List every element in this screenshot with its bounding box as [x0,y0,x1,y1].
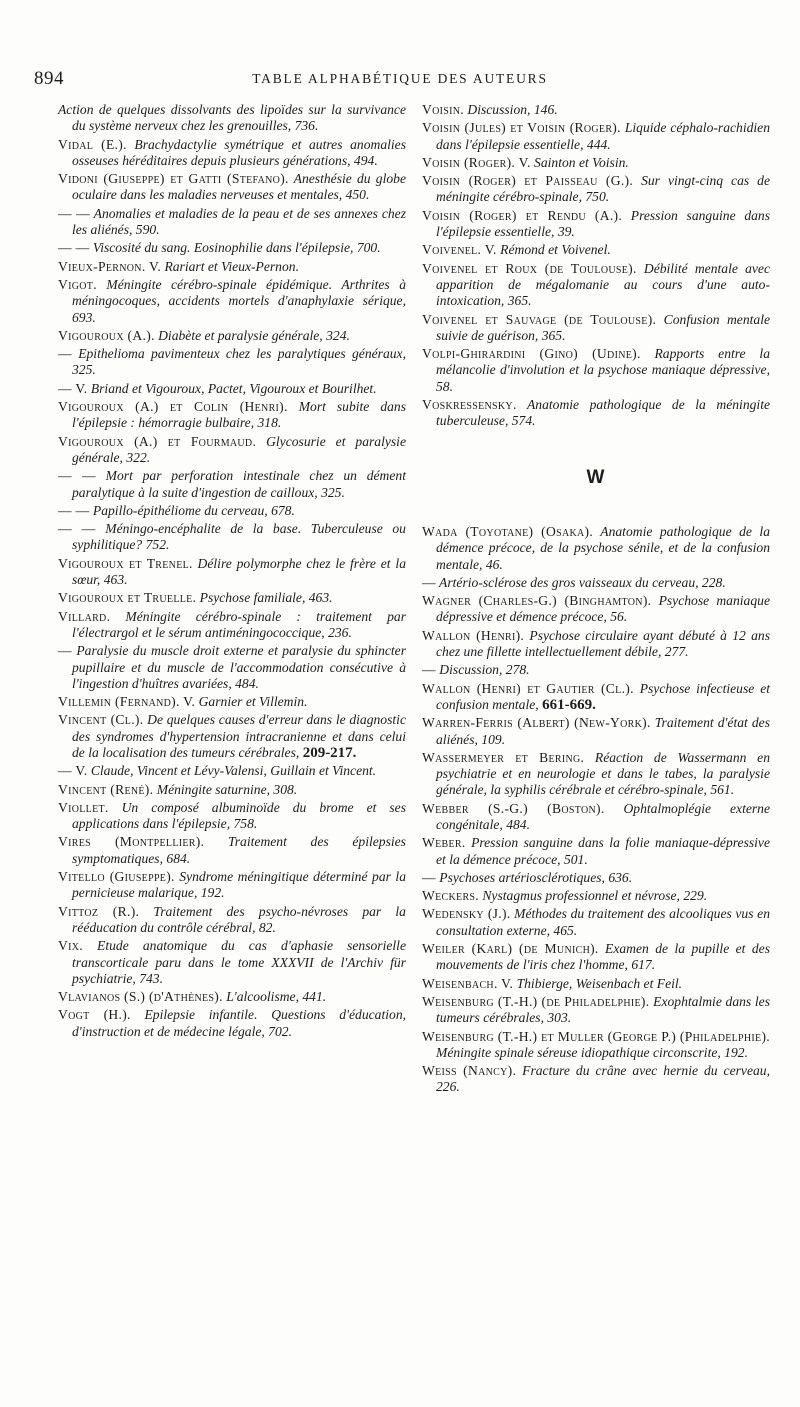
entry-title: Mort par perforation intestinale chez un dément paralytique à la suite d'ingestion de cailloux, 325. [72,468,406,500]
entry-title: Paralysie du muscle droit externe et paralysie du sphincter pupillaire et du muscle de l'accommodation consécutive à l'ingestion d'huîtres avariées, 484. [71,643,406,691]
running-title: TABLE ALPHABÉTIQUE DES AUTEURS [252,71,548,86]
entry-title: Discussion, 146. [463,102,558,117]
entry-title: Etude anatomique du cas d'aphasie sensorielle transcorticale paru dans le tome XXXVII de l'Archiv für psychiatrie, 743. [72,938,406,986]
index-entry [58,277,406,326]
entry-title: Nystagmus professionnel et névrose, 229. [478,888,708,904]
entry-title: Epithelioma pavimenteux chez les paralytiques généraux, 325. [71,346,406,378]
page-number: 894 [34,68,64,89]
entry-author: Vigouroux (A.) et Fourmaud. [58,433,257,449]
index-entry [422,397,770,430]
left-column [58,102,406,1042]
index-entry [58,938,406,987]
entry-author: Voivenel et Roux (de Toulouse). [422,260,637,276]
entry-author: Vidal (E.). [58,136,127,152]
entry-title: Méthodes du traitement des alcooliques vus en consultation externe, 465. [436,906,770,938]
entry-title: Viscosité du sang. Eosinophilie dans l'épilepsie, 700. [89,240,381,256]
entry-author: Vires (Montpellier). [58,834,205,850]
index-entry [58,468,406,501]
entry-title: Traitement d'état des aliénés, 109. [436,715,770,747]
entry-title: Traitement des épilepsies symptomatiques, 684. [72,834,406,866]
index-entry [422,941,770,974]
entry-title: Pression sanguine dans la folie maniaque-dépressive et la démence précoce, 501. [436,835,770,867]
entry-author: Vigouroux (A.) et Colin (Henri). [58,399,288,415]
entry-author: Vittoz (R.). [58,903,140,919]
entry-title: Artério-sclérose des gros vaisseaux du cerveau, 228. [435,574,726,590]
entry-title: Méningo-encéphalite de la base. Tuberculeuse ou syphilitique? 752. [72,521,406,553]
index-entry [422,750,770,799]
index-entry [58,503,406,519]
entry-title: Rapports entre la mélancolie d'involution et la psychose maniaque dépressive, 58. [436,346,770,394]
entry-author: Weber. [422,835,466,851]
entry-author: — — [58,521,96,537]
entry-title: Fracture du crâne avec hernie du cerveau, 226. [436,1063,770,1095]
page-header [34,68,766,92]
index-entry [58,800,406,833]
entry-title: Briand et Vigouroux, Pactet, Vigouroux et Bourilhet. [87,380,377,396]
entry-title: Un composé albuminoïde du brome et ses applications dans l'épilepsie, 758. [72,799,406,832]
entry-author: — [58,643,72,659]
entry-title: Débilité mentale avec apparition de mégalomanie au cours d'une auto-intoxication, 365. [436,260,770,309]
index-entry [422,870,770,886]
entry-author: Vigouroux et Trenel. [58,555,193,571]
entry-title: De quelques causes d'erreur dans le diagnostic des syndromes d'hypertension intracranienne et dans celui de la localisation des tumeurs cérébrales, [72,712,406,760]
entry-title: Garnier et Villemin. [195,694,308,710]
entry-title: Traitement des psycho-névroses par la rééducation du contrôle cérébral, 82. [72,903,406,935]
entry-author: Wada (Toyotane) (Osaka). [422,523,594,539]
index-entry [58,694,406,710]
index-entry [422,261,770,310]
index-entry [422,994,770,1027]
index-entry [422,1029,770,1062]
index-entry [58,869,406,902]
entry-title: Thibierge, Weisenbach et Feil. [513,975,683,991]
entry-author: Villard. [58,608,111,624]
right-column-w-entries [422,524,770,1096]
entry-title: Papillo-épithéliome du cerveau, 678. [89,502,295,518]
entry-author: Wallon (Henri). [422,627,525,643]
index-entry [58,643,406,692]
index-entry [58,904,406,937]
entry-title: Anesthésie du globe oculaire dans les maladies nerveuses et mentales, 450. [72,171,406,203]
entry-author: Wagner (Charles-G.) (Binghamton). [422,593,652,609]
index-entry [422,524,770,573]
entry-author: — — [58,502,90,518]
entry-author: Vieux-Pernon. V. [58,258,162,274]
entry-author: Weiss (Nancy). [422,1063,517,1079]
index-entry [58,399,406,432]
entry-title: Méningite spinale séreuse idiopathique circonscrite, 192. [436,1044,748,1060]
index-entry [58,328,406,344]
index-entry [58,102,406,135]
entry-title: Psychose infectieuse et confusion mentale, [436,680,771,712]
entry-author: Weisenburg (T.-H.) et Muller (George P.) (Philadelphie). [422,1028,770,1044]
entry-title: Méningite saturnine, 308. [153,781,298,797]
index-entry [58,171,406,204]
index-entry [58,1007,406,1040]
index-entry [422,346,770,395]
entry-author: Wallon (Henri) et Gautier (Cl.). [422,680,634,696]
entry-author: Webber (S.-G.) (Boston). [422,800,605,816]
entry-pages-bold: 661-669. [542,696,596,713]
entry-title: Sur vingt-cinq cas de méningite cérébro-spinale, 750. [436,173,770,205]
right-column [422,102,770,1098]
index-entry [58,346,406,379]
index-entry [58,590,406,606]
entry-author: Wedensky (J.). [422,906,511,922]
entry-title: Syndrome méningitique déterminé par la pernicieuse malarique, 192. [72,869,406,901]
index-entry [58,556,406,589]
index-entry [422,593,770,626]
index-entry [422,976,770,992]
index-entry [422,715,770,748]
entry-title: Action de quelques dissolvants des lipoïdes sur la survivance du système nerveux chez les grenouilles, 736. [58,102,406,134]
index-entry [58,609,406,642]
entry-title: Anatomie pathologique de la démence précoce, de la psychose sénile, et de la confusion mentale, 46. [436,523,770,572]
entry-title: Anatomie pathologique de la méningite tuberculeuse, 574. [436,397,770,429]
entry-author: Warren-Ferris (Albert) (New-York). [422,715,651,731]
entry-author: Voisin (Roger) et Rendu (A.). [422,207,623,223]
entry-title: Ophtalmoplégie externe congénitale, 484. [436,800,770,832]
index-entry [422,628,770,661]
index-entry [422,242,770,258]
entry-author: — [58,346,72,362]
entry-author: Villemin (Fernand). V. [58,694,196,710]
entry-title: Confusion mentale suivie de guérison, 365. [436,311,770,343]
entry-author: Weisenbach. V. [422,975,514,991]
index-entry [58,989,406,1005]
entry-author: Voskressensky. [422,397,517,413]
entry-author: Vincent (Cl.). [58,712,144,728]
index-entry [58,259,406,275]
entry-title: Mort subite dans l'épilepsie : hémorragie bulbaire, 318. [72,399,407,431]
entry-title: Examen de la pupille et des mouvements de l'iris chez l'homme, 617. [436,941,771,973]
entry-author: Weisenburg (T.-H.) (de Philadelphie). [422,993,650,1009]
entry-author: Vigot. [58,276,97,292]
entry-author: Voivenel et Sauvage (de Toulouse). [422,311,657,327]
index-entry [58,206,406,239]
entry-author: Vincent (René). [58,781,154,797]
entry-author: — [422,662,436,678]
index-entry [422,155,770,171]
entry-author: — V. [58,380,88,396]
entry-author: Voisin. [422,102,464,117]
index-entry [58,834,406,867]
entry-title: Liquide céphalo-rachidien dans l'épilepsie essentielle, 444. [436,120,770,152]
entry-author: Voisin (Jules) et Voisin (Roger). [422,120,621,136]
entry-author: Vigouroux (A.). [58,327,155,343]
entry-author: Voisin (Roger). V. [422,154,531,170]
entry-title: Glycosurie et paralysie générale, 322. [72,433,406,465]
section-letter: W [586,466,606,488]
index-entry [422,575,770,591]
entry-pages-bold: 209-217. [302,744,357,761]
entry-title: Epilepsie infantile. Questions d'éducation, d'instruction et de médecine légale, 702. [72,1007,407,1039]
index-entry [422,208,770,241]
entry-author: Vlavianos (S.) (d'Athènes). [58,989,223,1005]
entry-author: Weckers. [422,888,479,904]
entry-author: — [422,574,436,590]
entry-author: Wassermeyer et Bering. [422,749,585,765]
entry-author: Voivenel. V. [422,242,497,258]
index-entry [422,888,770,904]
index-entry [58,712,406,761]
entry-title: Psychoses artériosclérotiques, 636. [435,869,633,885]
entry-title: Pression sanguine dans l'épilepsie essentielle, 39. [436,207,771,240]
entry-title: Brachydactylie symétrique et autres anomalies osseuses héréditaires depuis plusieurs générations, 494. [72,136,406,168]
entry-title: L'alcoolisme, 441. [222,989,327,1005]
index-entry [58,137,406,170]
entry-title: Diabète et paralysie générale, 324. [154,327,350,343]
index-entry [422,681,770,714]
entry-author: Vigouroux et Truelle. [58,590,197,606]
entry-author: Vitello (Giuseppe). [58,869,175,885]
entry-title: Psychose familiale, 463. [196,590,333,606]
index-entry [422,662,770,678]
index-entry [422,102,770,118]
entry-title: Délire polymorphe chez le frère et la sœur, 463. [72,555,406,588]
entry-title: Psychose circulaire ayant débuté à 12 ans chez une fillette intellectuellement débile, 277. [436,627,770,660]
entry-author: — — [58,205,90,221]
entry-author: Vix. [58,938,83,954]
entry-author: — V. [58,763,88,779]
entry-author: Weiler (Karl) (de Munich). [422,941,599,957]
index-entry [422,835,770,868]
right-column-v-entries [422,102,770,430]
entry-author: Viollet. [58,799,109,815]
entry-title: Rémond et Voivenel. [496,242,611,258]
entry-author: — [422,869,436,885]
entry-author: — — [58,240,90,256]
entry-author: Voisin (Roger) et Paisseau (G.). [422,173,634,189]
entry-author: Volpi-Ghirardini (Gino) (Udine). [422,346,641,362]
entry-title: Sainton et Voisin. [530,154,629,170]
index-entry [58,240,406,256]
entry-author: — — [58,468,96,484]
entry-title: Réaction de Wassermann en psychiatrie et en neurologie et dans le tabes, la paralysie générale, la syphilis cérébrale et cérébro-spinale, 561. [436,749,770,798]
entry-title: Discussion, 278. [435,662,530,678]
index-entry [58,782,406,798]
entry-title: Méningite cérébro-spinale épidémique. Arthrites à méningocoques, accidents mortels d'anaphylaxie sérique, 693. [72,276,406,325]
index-entry [422,120,770,153]
index-entry [58,434,406,467]
entry-author: Vidoni (Giuseppe) et Gatti (Stefano). [58,171,289,187]
index-entry [422,1063,770,1096]
index-entry [58,381,406,397]
index-entry [58,763,406,779]
entry-title: Exophtalmie dans les tumeurs cérébrales, 303. [436,993,770,1026]
entry-title: Psychose maniaque dépressive et démence précoce, 56. [436,593,770,625]
entry-title: Méningite cérébro-spinale : traitement par l'électrargol et le sérum antiméningococcique, 236. [72,608,406,640]
index-entry [58,521,406,554]
index-entry [422,312,770,345]
entry-author: Vogt (H.). [58,1007,131,1023]
index-entry [422,173,770,206]
index-entry [422,906,770,939]
index-entry [422,801,770,834]
entry-title: Anomalies et maladies de la peau et de ses annexes chez les aliénés, 590. [72,205,406,238]
entry-title: Claude, Vincent et Lévy-Valensi, Guillain et Vincent. [87,763,377,779]
entry-title: Rariart et Vieux-Pernon. [161,258,299,274]
